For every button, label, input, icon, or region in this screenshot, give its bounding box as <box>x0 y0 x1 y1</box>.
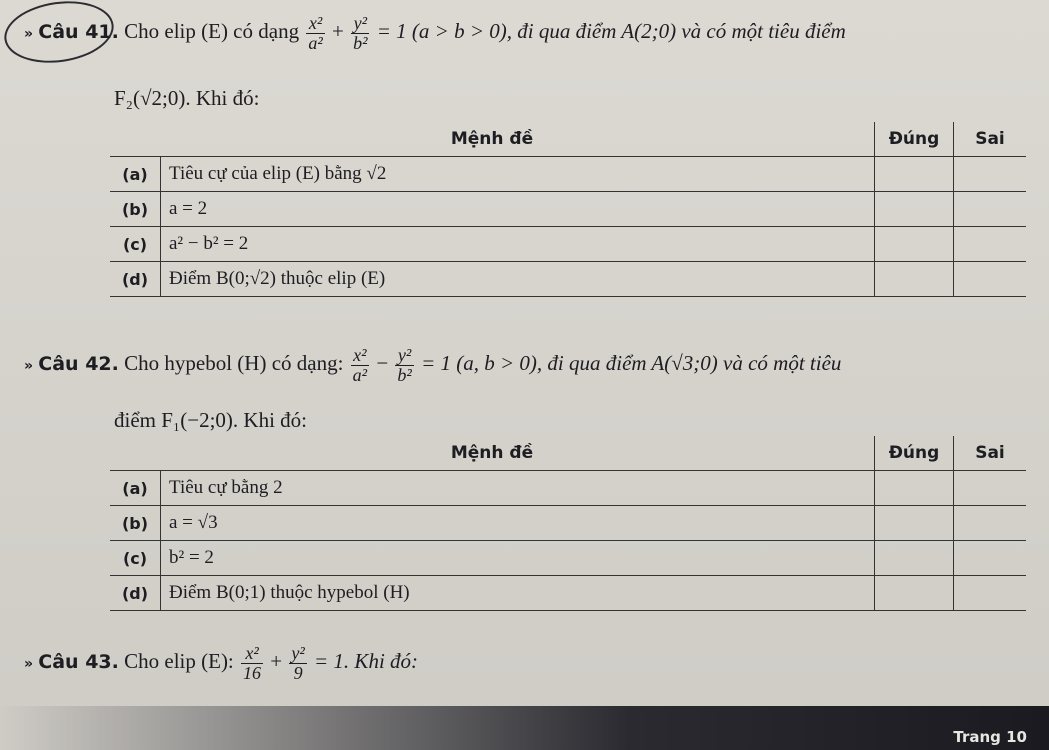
question-text: Cho elip (E) có dạng <box>124 19 300 44</box>
table-header: Mệnh đề <box>110 436 875 471</box>
table-row: (b) a = √3 <box>110 506 1026 541</box>
false-answer-cell[interactable] <box>954 157 1027 192</box>
true-answer-cell[interactable] <box>875 157 954 192</box>
true-answer-cell[interactable] <box>875 541 954 576</box>
true-answer-cell[interactable] <box>875 262 954 297</box>
true-false-table-42 <box>110 436 1026 611</box>
bullet: » <box>24 656 34 673</box>
table-row: (b) a = 2 <box>110 192 1026 227</box>
false-answer-cell[interactable] <box>954 227 1027 262</box>
question-43: » Câu 43. Cho elip (E): $\frac{\text{x²}}{16}$ + $\frac{\text{y²}}{9}$ = 1. Khi đó: <box>24 643 419 683</box>
table-header: Mệnh đề <box>110 122 875 157</box>
false-answer-cell[interactable] <box>954 471 1027 506</box>
true-false-table-41 <box>110 122 1026 297</box>
true-answer-cell[interactable] <box>875 576 954 611</box>
question-41-line2: F₂(√2;0). Khi đó: <box>114 86 260 110</box>
question-text: Cho hypebol (H) có dạng: <box>124 351 344 376</box>
true-answer-cell[interactable] <box>875 192 954 227</box>
true-answer-cell[interactable] <box>875 227 954 262</box>
bullet: » <box>24 358 34 375</box>
false-column-header: Sai <box>954 122 1027 157</box>
question-number: Câu 43. <box>38 651 119 674</box>
fraction: $\frac{\text{y²}}{9}$ <box>291 643 305 683</box>
true-column-header: Đúng <box>875 436 954 471</box>
false-answer-cell[interactable] <box>954 192 1027 227</box>
table-row: (a) Tiêu cự của elip (E) bằng √2 <box>110 157 1026 192</box>
page-number: Trang 10 <box>953 728 1027 746</box>
page-footer <box>0 706 1049 750</box>
true-answer-cell[interactable] <box>875 506 954 541</box>
fraction: $\frac{\text{y²}}{\text{b²}}$ <box>397 345 412 385</box>
bullet: » <box>24 26 34 43</box>
table-row: (d) Điểm B(0;√2) thuộc elip (E) <box>110 262 1026 297</box>
fraction: $\frac{\text{x²}}{\text{a²}}$ <box>352 345 368 385</box>
table-row: (d) Điểm B(0;1) thuộc hypebol (H) <box>110 576 1026 611</box>
false-column-header: Sai <box>954 436 1027 471</box>
question-42: » Câu 42. Cho hypebol (H) có dạng: $\frac{\text{x²}}{\text{a²}}$ − $\frac{\text{y²}}{\text{b²}}$ = 1 (a, b > 0), đi qua điểm A(√3;0) và có một tiêu <box>24 345 842 385</box>
fraction: $\frac{\text{x²}}{16}$ <box>243 643 262 683</box>
table-row: (c) b² = 2 <box>110 541 1026 576</box>
question-42-line2: điểm F₁(−2;0). Khi đó: <box>114 408 307 432</box>
true-answer-cell[interactable] <box>875 471 954 506</box>
fraction: $\frac{\text{x²}}{\text{a²}}$ <box>308 13 323 53</box>
question-41: » Câu 41. Cho elip (E) có dạng $\frac{\text{x²}}{\text{a²}}$ + $\frac{\text{y²}}{\text{b²}}$ = 1 (a > b > 0), đi qua điểm A(2;0) và có một tiêu điểm <box>24 13 846 53</box>
question-text: Cho elip (E): <box>124 649 234 674</box>
table-row: (a) Tiêu cự bằng 2 <box>110 471 1026 506</box>
false-answer-cell[interactable] <box>954 541 1027 576</box>
equation-rest: = 1. Khi đó: <box>314 649 419 674</box>
table-row: (c) a² − b² = 2 <box>110 227 1026 262</box>
equation-rest: = 1 (a > b > 0), đi qua điểm A(2;0) và có một tiêu điểm <box>376 19 846 44</box>
false-answer-cell[interactable] <box>954 262 1027 297</box>
fraction: $\frac{\text{y²}}{\text{b²}}$ <box>353 13 368 53</box>
equation-rest: = 1 (a, b > 0), đi qua điểm A(√3;0) và có một tiêu <box>421 351 842 376</box>
true-column-header: Đúng <box>875 122 954 157</box>
question-number: Câu 42. <box>38 353 119 376</box>
question-number: Câu 41. <box>38 21 119 44</box>
false-answer-cell[interactable] <box>954 576 1027 611</box>
false-answer-cell[interactable] <box>954 506 1027 541</box>
